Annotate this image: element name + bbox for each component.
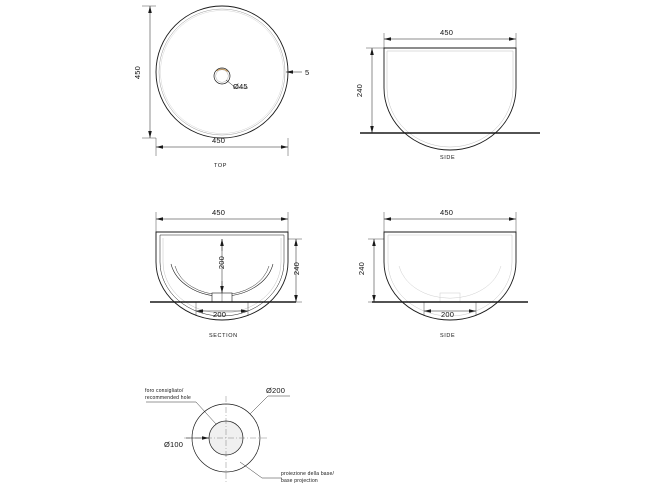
view-base-detail-geometry [146, 396, 290, 482]
dim-section-base-label: 200 [213, 310, 227, 319]
dim-top-height [142, 6, 156, 138]
dim-top-height-label: 450 [133, 65, 143, 80]
dim-section-width-label: 450 [212, 208, 226, 217]
note-recommended-hole-line2: recommended hole [145, 394, 192, 401]
dim-side-upper-height-label: 240 [355, 83, 365, 98]
dim-section-inner-height-label: 200 [217, 255, 227, 270]
note-base-projection-line2: base projection [281, 477, 318, 484]
dim-side-lower-height [368, 239, 384, 302]
view-section-geometry [150, 232, 296, 320]
view-top-geometry [156, 6, 288, 138]
dim-detail-base-dia-label: Ø200 [266, 386, 286, 395]
view-label-side-lower: SIDE [440, 333, 456, 339]
note-recommended-hole [145, 388, 205, 401]
dim-side-upper-height [366, 48, 384, 133]
dim-section-height-label: 240 [292, 261, 302, 276]
view-side-upper-geometry [360, 48, 540, 150]
note-base-projection [281, 471, 351, 484]
view-label-top: TOP [214, 163, 228, 169]
note-recommended-hole-line1: foro consigliato/ [145, 388, 184, 394]
view-label-section: SECTION [209, 333, 238, 339]
dim-top-width-label: 450 [212, 136, 226, 145]
view-label-side-upper: SIDE [440, 155, 456, 161]
dim-top-thickness-label: 5 [305, 68, 310, 77]
dim-side-lower-height-label: 240 [357, 261, 367, 276]
dim-side-upper-width-label: 450 [440, 28, 454, 37]
dim-side-lower-base-label: 200 [441, 310, 455, 319]
dim-detail-hole-dia-label: Ø100 [164, 440, 184, 449]
dim-side-lower-width-label: 450 [440, 208, 454, 217]
view-side-lower-geometry [372, 232, 528, 320]
dim-top-drain-label: Ø45 [233, 82, 248, 91]
note-base-projection-line1: proiezione della base/ [281, 471, 335, 477]
